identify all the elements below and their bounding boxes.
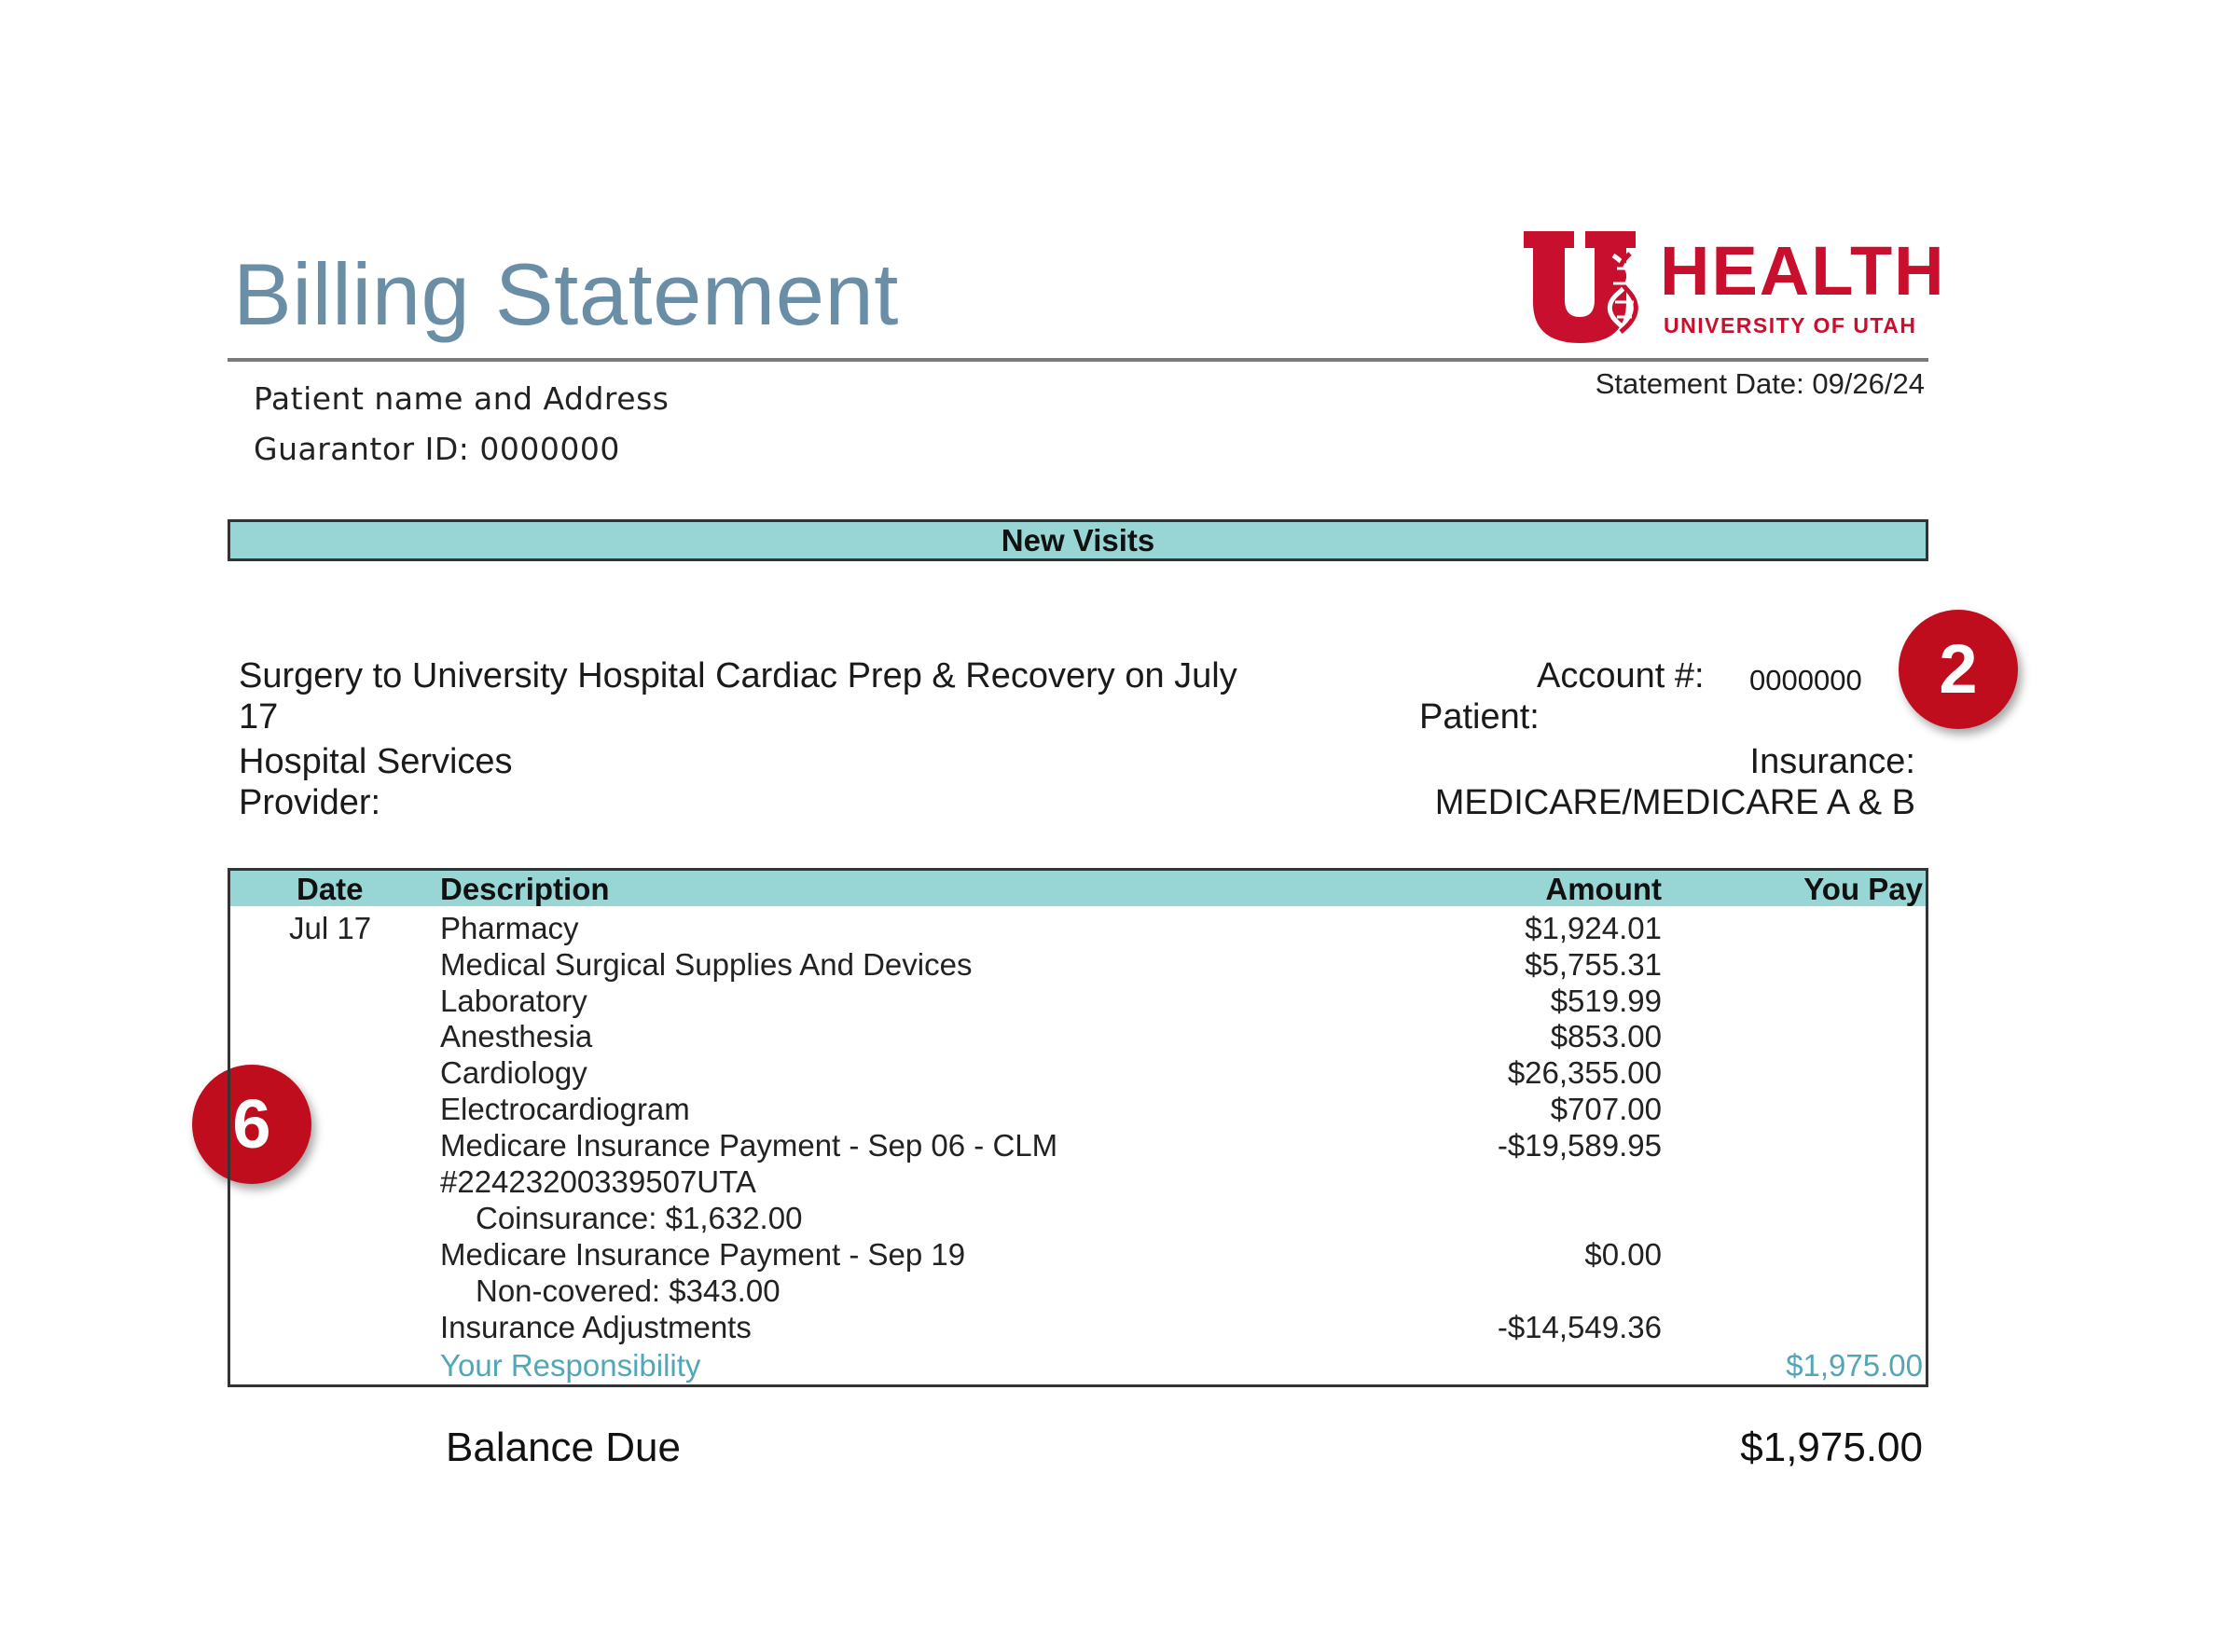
table-row-description: Laboratory bbox=[440, 984, 587, 1018]
patient-label: Patient: bbox=[1419, 697, 1540, 737]
insurance-value: MEDICARE/MEDICARE A & B bbox=[1434, 783, 1915, 822]
table-row-amount: $5,755.31 bbox=[1525, 947, 1662, 982]
insurance-label: Insurance: bbox=[1749, 742, 1915, 781]
column-header-date: Date bbox=[297, 872, 364, 906]
guarantor-id: Guarantor ID: 0000000 bbox=[254, 431, 620, 467]
table-row-amount: $0.00 bbox=[1584, 1237, 1662, 1272]
visit-service-type: Hospital Services bbox=[239, 742, 513, 781]
logo-wordmark: HEALTH bbox=[1660, 232, 1946, 310]
table-row-description: Medicare Insurance Payment - Sep 06 - CLM bbox=[440, 1128, 1058, 1163]
visit-description: Surgery to University Hospital Cardiac Prep & Recovery on July bbox=[239, 656, 1237, 695]
logo-subtitle: UNIVERSITY OF UTAH bbox=[1664, 313, 1917, 337]
statement-date: Statement Date: 09/26/24 bbox=[1595, 367, 1925, 400]
table-row-amount: $519.99 bbox=[1550, 984, 1662, 1018]
table-row-description: Non-covered: $343.00 bbox=[476, 1273, 781, 1308]
your-responsibility-label: Your Responsibility bbox=[440, 1348, 701, 1383]
table-row-description: Pharmacy bbox=[440, 911, 579, 945]
new-visits-header: New Visits bbox=[228, 519, 1928, 561]
account-label: Account #: bbox=[1537, 656, 1705, 695]
callout-badge-2: 2 bbox=[1899, 610, 2018, 729]
visit-provider-label: Provider: bbox=[239, 783, 381, 822]
column-header-description: Description bbox=[440, 872, 610, 906]
table-row-amount: $707.00 bbox=[1550, 1092, 1662, 1126]
table-row-amount: $853.00 bbox=[1550, 1019, 1662, 1053]
table-row-description: Medicare Insurance Payment - Sep 19 bbox=[440, 1237, 966, 1272]
table-row-description: Cardiology bbox=[440, 1055, 587, 1090]
column-header-you-pay: You Pay bbox=[1803, 872, 1923, 906]
column-header-amount: Amount bbox=[1545, 872, 1662, 906]
title-divider bbox=[228, 358, 1928, 362]
table-row-description: Electrocardiogram bbox=[440, 1092, 690, 1126]
row-date: Jul 17 bbox=[289, 911, 372, 945]
patient-name-address: Patient name and Address bbox=[254, 380, 670, 417]
block-u-icon bbox=[1520, 227, 1656, 347]
table-row-description: Medical Surgical Supplies And Devices bbox=[440, 947, 973, 982]
table-row-description: Anesthesia bbox=[440, 1019, 593, 1053]
balance-due-label: Balance Due bbox=[446, 1425, 681, 1470]
account-number: 0000000 bbox=[1749, 664, 1862, 696]
page-title: Billing Statement bbox=[233, 245, 899, 343]
table-row-amount: $1,924.01 bbox=[1525, 911, 1662, 945]
table-row-amount: $26,355.00 bbox=[1507, 1055, 1662, 1090]
balance-due-amount: $1,975.00 bbox=[1740, 1425, 1923, 1470]
table-row-amount: -$14,549.36 bbox=[1497, 1310, 1662, 1344]
u-health-logo bbox=[1520, 227, 1949, 347]
table-row-description: Coinsurance: $1,632.00 bbox=[476, 1201, 803, 1235]
table-row-description: Insurance Adjustments bbox=[440, 1310, 752, 1344]
table-row-amount: -$19,589.95 bbox=[1497, 1128, 1662, 1163]
your-responsibility-amount: $1,975.00 bbox=[1786, 1348, 1923, 1383]
table-row-description: #22423200339507UTA bbox=[440, 1164, 756, 1199]
callout-badge-6: 6 bbox=[192, 1065, 311, 1184]
visit-description-cont: 17 bbox=[239, 697, 279, 737]
